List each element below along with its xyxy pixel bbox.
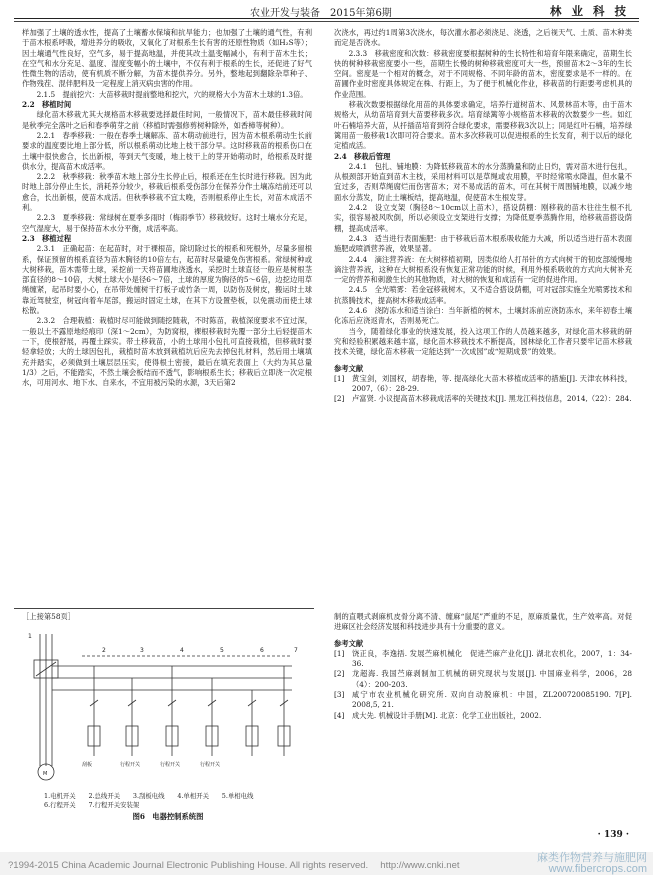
svg-text:3: 3 bbox=[140, 647, 144, 654]
page-number: · 139 · bbox=[597, 830, 629, 840]
page-header bbox=[0, 0, 653, 22]
journal-title: 农业开发与装备 2015年第6期 bbox=[250, 8, 392, 19]
branch-label: 行程开关 bbox=[120, 762, 141, 768]
copyright-notice: ?1994-2015 China Academic Journal Electronic Publishing House. All rights reserved. http://www.cnki.net bbox=[8, 860, 460, 871]
svg-text:5: 5 bbox=[220, 647, 224, 654]
paragraph: 2.4.2 设立支架（胸径8～10cm以上苗木），搭设荫棚：刚移栽的苗木往往生根不扎实，很容易被风吹倒，所以必须设立支架进行支撑；为降低夏季蒸腾作用，给移栽苗搭设荫棚，提高成活率。 bbox=[334, 203, 632, 233]
motor-label: M bbox=[43, 771, 48, 777]
left-column bbox=[22, 28, 312, 388]
reference-item bbox=[334, 711, 632, 721]
references-title: 参考文献 bbox=[334, 638, 364, 648]
branch-label: 刮板 bbox=[82, 762, 93, 768]
reference-text: 黄宝剑，刘国权，胡春艳，等. 提高绿化大苗木移植成活率的措施[J]. 天津农林科技，2007,（6）：28-29. bbox=[352, 373, 632, 394]
legend-line: 1.电机开关 2.总线开关 3.刮板电线 4.单相开关 5.单相电线 bbox=[44, 792, 254, 800]
paragraph: 2.4.3 适当进行表面施肥：由于移栽后苗木根系吸收能力大减，所以适当进行苗木表面施肥或喷洒营养液，效果显著。 bbox=[334, 233, 632, 254]
reference-text: 咸宁市农业机械化研究所. 双向自动脱麻机：中国，ZL200720085190. 7[P]. 2008,5, 21. bbox=[352, 690, 632, 710]
watermark-line: 麻类作物营养与施肥网 bbox=[537, 852, 647, 864]
header-rule bbox=[14, 18, 639, 19]
paragraph: 制的直喂式剥麻机皮骨分离不清、缠麻“鼠尾”严重的不足，原麻质量优，生产效率高。对促进麻区社会经济发展和科技进步具有十分重要的意义。 bbox=[334, 612, 632, 632]
paragraph: 2.1.5 提前挖穴：大苗移栽时提前整地和挖穴，穴的规格大小为苗木土球的1.3倍。 bbox=[36, 89, 308, 99]
section-heading: 2.4 移栽后管理 bbox=[334, 151, 391, 161]
paragraph: 2.4.4 滴注营养液：在大树移植初期，因类似给人打吊针的方式向树干的韧皮部缓慢地滴注营养液，这种在大树根系没有恢复正常功能的时候，利用外根系吸收的方式向大树补充一定的营养和刺激生长的其他物质，对大树的恢复和成活有一定的促进作用。 bbox=[334, 254, 632, 285]
reference-number: [4] bbox=[334, 710, 345, 720]
reference-number: [3] bbox=[334, 690, 345, 700]
svg-text:1: 1 bbox=[28, 633, 32, 640]
paragraph: 次浇水，再过约1周第3次浇水，每次灌水都必须浇足、浇透，之后视天气、土质、苗木种类而定是否浇水。 bbox=[334, 28, 632, 48]
svg-text:4: 4 bbox=[180, 647, 184, 654]
reference-item bbox=[334, 394, 632, 404]
section-divider bbox=[14, 608, 314, 609]
header-rule-thin bbox=[14, 21, 639, 22]
electrical-control-diagram bbox=[22, 626, 314, 812]
svg-text:7: 7 bbox=[294, 647, 298, 654]
watermark bbox=[537, 853, 647, 875]
paragraph: 2.3.3 移栽密度和次数：移栽密度要根据树种的生长特性和培育年限来确定，苗期生长快的树种移栽密度要小一些，苗期生长慢的树种移栽密度可大一些，预留苗木2～3年的生长空间。密度是一个相对的概念，对于不同规格、不同年龄的苗木，密度要求是不一样的。在苗圃作业时密度具体规定在株、行距上，为了便于机械化作业，移栽苗的行距要考虑机具的作业范围。 bbox=[334, 48, 632, 99]
legend-line: 6.行程开关 7.行程开关安装架 bbox=[44, 801, 140, 809]
paragraph: 2.2.2 秋季移栽：秋季苗木地上部分生长停止后，根系还在生长时进行移栽。因为此时地上部分停止生长，消耗养分较少，移栽后根系受伤部分在保养分作土壤冻结前还可以愈合，长出新根，使苗木成活。但秋季移栽不宜太晚，否则根系停止生长，对苗木成活不利。 bbox=[22, 172, 312, 213]
svg-text:6: 6 bbox=[260, 647, 264, 654]
reference-number: [2] bbox=[334, 669, 345, 679]
section-title: 林 业 科 技 bbox=[549, 4, 629, 18]
branch-label: 行程开关 bbox=[160, 762, 181, 768]
reference-text: 成大先. 机械设计手册[M]. 北京：化学工业出版社，2002. bbox=[352, 710, 542, 720]
references-title: 参考文献 bbox=[334, 363, 364, 373]
paragraph: 2.4.5 全光喷雾：若金冠移栽树木，又不适合搭设荫棚，可对冠部实施全光喷雾技术和抗蒸腾技术，提高树木移栽成活率。 bbox=[334, 285, 632, 305]
paragraph: 绿化苗木移栽尤其大规格苗木移栽要选择最佳时间，一般情况下，苗木最佳移栽时间是秋季完全落叶之后和春季萌芽之前（移植时需强修剪树种除外，如香樟等树种）。 bbox=[22, 110, 312, 130]
page-footer bbox=[0, 852, 653, 875]
paragraph: 2.4.6 浇防冻水和适当涂白：当年新植的树木，土壤封冻前应浇防冻水，来年初春土壤化冻后应浇返青水，否则易死亡。 bbox=[334, 306, 632, 326]
reference-item bbox=[334, 374, 632, 395]
reference-text: 卢富贤. 小议提高苗木移栽成活率的关键技术[J]. 黑龙江科技信息，2014,（22）：284. bbox=[352, 394, 632, 404]
paragraph: 2.3.2 合理栽植：栽植时尽可能做到随挖随栽，不时陈苗，栽植深度要求不宜过深，一般以土不露原地经痕印（深1～2cm），为防窝根，裸根移栽时先覆一部分土后轻提苗木一下，使根舒展，再覆土踩实。带土移栽苗，小的土球用小包扎可直接栽植，但移栽时要轻拿轻放；大的土球因包扎，栽植时苗木放到栽植坑后应先去掉包扎材料，然后用土壤填充并踏实，必须做到土壤层层压实，使得根土密接，最后在填充表面上（大约为其总量1/3）之后，不能踏实，不然土壤会板结而不透气，影响根系生长；移栽后立即浇一次定根水，可用河水、地下水、自来水，不宜用被污染的水源，3天后第2 bbox=[22, 316, 312, 388]
reference-item bbox=[334, 669, 632, 690]
paragraph: 样加强了土壤的透水性，提高了土壤蓄水保墒和抗旱能力；也加强了土壤的通气性，有利于苗木根系呼吸，增进养分的吸收，又氧化了对根系生长有害的还原性物质（如H₂S等）；因土壤通气性良好，空气多，易于提高地温，并使其改土温变幅减小，有利于苗木生长；在空气和水分充足、温度、湿度变幅小的土壤中，不仅有利于根系的生长，还促进了好气性微生物的活动，使有机质不断分解，为苗木提供养分。另外，整地起到翻除杂草种子、作物残茬、混伴肥料及一定程度上消灭病虫害的作用。 bbox=[22, 28, 312, 89]
paragraph: 移栽次数要根据绿化用苗的具体要求确定，培养行道树苗木、风景林苗木等，由于苗木规格大，从幼苗培育到大苗要移栽多次。培育绿篱等小规格苗木移栽的次数要少一些。如红叶石楠培养大苗，从扦插苗培育到符合绿化要求，需要移栽3次以上；同是红叶石楠，培养绿篱用苗一般移栽1次即可符合要求。苗木多次移栽可以促进根系的生长发育，利于以后的绿化定植成活。 bbox=[334, 100, 632, 151]
reference-number: [2] bbox=[334, 394, 345, 404]
paragraph: 2.3.1 正确起苗：在起苗时，对于裸根苗，除切除过长的根系和死根外，尽量多留根系，保证预留的根系直径为苗木胸径的10倍左右，起苗时尽量避免伤害根系。常绿树种或大树移栽，苗木需带土球，采挖前一天将苗圃地浇透水，采挖时土球直径一般应是树根茎部直径的8～10倍，大树土球大小是径6～7倍，土球的厚度为胸径的5～6倍，边挖边用草绳缠紧，起吊时要小心，在吊带处缠树干打板子或竹条一周，以防伤及树皮，搬运时土球靠近驾驶室，树冠向着车尾部，搬运时固定土球，在其下方设置垫板，以免震动而使土球松散。 bbox=[22, 244, 312, 316]
svg-text:2: 2 bbox=[102, 647, 106, 654]
section-heading: 2.3 移植过程 bbox=[22, 233, 72, 243]
paragraph: 2.2.3 夏季移栽：常绿树在夏季多雨时（梅雨季节）移栽较好。这时土壤水分充足，空气湿度大，易于保持苗木水分平衡，成活率高。 bbox=[22, 213, 312, 233]
figure-caption: 图6 电器控制系统图 bbox=[132, 812, 204, 821]
watermark-line: www.fibercrops.com bbox=[548, 863, 647, 875]
right-column-lower bbox=[334, 612, 632, 721]
reference-number: [1] bbox=[334, 373, 345, 383]
section-heading: 2.2 移植时间 bbox=[22, 100, 72, 110]
reference-text: 饶正良，李逸捂. 发展苎麻机械化 促进苎麻产业化[J]. 湖北农机化，2007，1：34-36. bbox=[352, 648, 632, 669]
figure-legend bbox=[44, 792, 314, 810]
paragraph: 2.4.1 包扎、铺地膜：为降低移栽苗木的水分蒸腾量和防止日灼，需对苗木进行包扎，从根颈部开始直到苗木主枝，采用材料可以是草绳或农用膜，平时经常喷水降温，但水量不宜过多，否则草绳腐烂而伤害苗木；对不易成活的苗木，可在其树干周围铺地膜，以减少地面水分蒸发，防止土壤板结，提高地温，促使苗木生根发芽。 bbox=[334, 161, 632, 202]
reference-number: [1] bbox=[334, 648, 345, 658]
paragraph: 当今，随着绿化事业的快速发展，投入这项工作的人员越来越多，对绿化苗木移栽的研究和经验积累越来越丰富，绿化苗木移栽技术不断提高，园林绿化工作者只要牢记苗木移栽技术关键，绿化苗木移栽一定能达到“一次成园”或“短期成景”的效果。 bbox=[334, 326, 632, 357]
right-column bbox=[334, 28, 632, 405]
reference-text: 龙超海. 我国苎麻剥制加工机械的研究现状与发展[J]. 中国麻业科学，2006，28（4）：200-203. bbox=[352, 669, 632, 689]
continuation-note: ［上接第58页］ bbox=[22, 612, 76, 621]
branch-label: 行程开关 bbox=[200, 762, 221, 768]
paragraph: 2.2.1 春季移栽：一般在春季土壤解冻、苗木萌动前进行，因为苗木根系萌动生长前要求的温度要比地上部分低，所以根系萌动比地上枝干部分早。这时移栽苗的根系伤口在土壤中很快愈合，长出新根，等到天气变暖，地上枝干上的芽开始萌动时，给根系及时提供水分，提高苗木成活率。 bbox=[22, 130, 312, 171]
reference-item bbox=[334, 649, 632, 670]
reference-item bbox=[334, 690, 632, 711]
